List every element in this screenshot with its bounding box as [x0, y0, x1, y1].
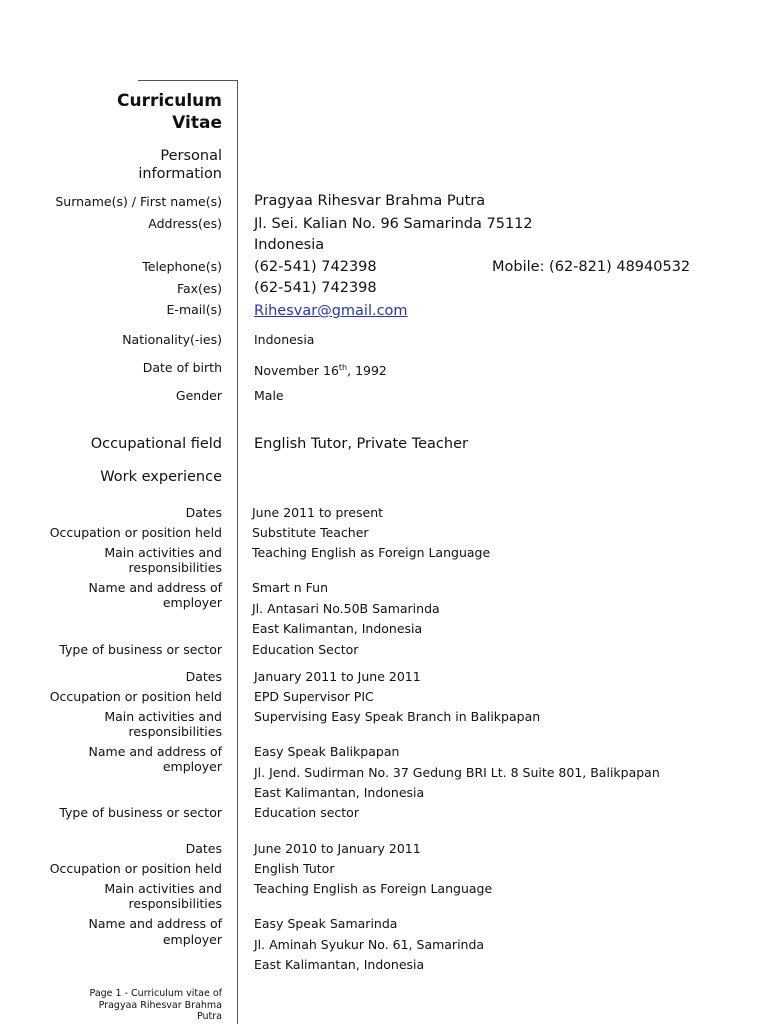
name-label: Surname(s) / First name(s) — [55, 194, 222, 209]
email-link-text[interactable]: Rihesvar@gmail.com — [254, 303, 408, 319]
job1-employer-name: Smart n Fun — [252, 580, 329, 595]
job2-dates: January 2011 to June 2011 — [254, 669, 421, 684]
job2-employer-name: Easy Speak Balikpapan — [254, 744, 400, 759]
occupational-field-value: English Tutor, Private Teacher — [254, 436, 468, 452]
job2-activities-label-line1: Main activities and — [104, 709, 222, 724]
dob-year: , 1992 — [347, 363, 387, 379]
job2-employer-label-line1: Name and address of — [88, 744, 222, 759]
footer-line1: Page 1 - Curriculum vitae of — [89, 988, 222, 999]
fax-label: Fax(es) — [176, 281, 222, 296]
job3-activities: Teaching English as Foreign Language — [254, 881, 493, 896]
job2-activities-label-line2: responsibilities — [128, 724, 222, 739]
dob-value — [254, 360, 387, 378]
telephone-value: (62-541) 742398 — [254, 259, 377, 275]
email-label: E-mail(s) — [166, 302, 222, 317]
occupational-field-label: Occupational field — [90, 436, 222, 452]
job2-dates-label: Dates — [185, 669, 222, 684]
dob-month-day: November 16 — [254, 363, 339, 379]
job1-dates: June 2011 to present — [252, 505, 384, 520]
cv-title-line2: Vitae — [172, 113, 222, 133]
dob-label: Date of birth — [142, 360, 222, 375]
job2-sector: Education sector — [254, 805, 359, 820]
full-name: Pragyaa Rihesvar Brahma Putra — [254, 193, 486, 209]
dob-suffix: th — [338, 363, 348, 372]
job3-employer-label-line2: employer — [162, 932, 222, 947]
job1-activities-label-line2: responsibilities — [128, 560, 222, 575]
job3-dates-label: Dates — [185, 841, 222, 856]
job3-employer-addr2: East Kalimantan, Indonesia — [254, 957, 425, 972]
telephone-label: Telephone(s) — [142, 259, 222, 274]
job3-employer-addr1: Jl. Aminah Syukur No. 61, Samarinda — [254, 937, 485, 952]
job1-sector-label: Type of business or sector — [59, 642, 222, 657]
job3-occupation-label: Occupation or position held — [49, 861, 222, 876]
footer-line2: Pragyaa Rihesvar Brahma — [98, 999, 222, 1011]
job1-employer-label-line2: employer — [162, 595, 222, 610]
gender-value: Male — [254, 388, 284, 403]
job2-employer-label-line2: employer — [162, 759, 222, 774]
job2-activities: Supervising Easy Speak Branch in Balikpapan — [254, 709, 541, 724]
footer-line3: Putra — [196, 1011, 222, 1022]
job2-employer-addr2: East Kalimantan, Indonesia — [254, 785, 425, 800]
job3-activities-label-line1: Main activities and — [104, 881, 222, 896]
personal-heading-line1: Personal — [160, 148, 222, 164]
job1-employer-label-line1: Name and address of — [88, 580, 222, 595]
job3-employer-name: Easy Speak Samarinda — [254, 916, 398, 931]
job2-occupation: EPD Supervisor PIC — [254, 689, 374, 704]
job1-activities-label-line1: Main activities and — [104, 545, 222, 560]
job3-employer-label-line1: Name and address of — [88, 916, 222, 931]
cv-title-line1: Curriculum — [117, 91, 222, 111]
job2-employer-addr1: Jl. Jend. Sudirman No. 37 Gedung BRI Lt. 8 Suite 801, Balikpapan — [254, 765, 660, 780]
work-experience-heading: Work experience — [100, 469, 222, 485]
job3-activities-label-line2: responsibilities — [128, 896, 222, 911]
job1-activities: Teaching English as Foreign Language — [252, 545, 491, 560]
page-footer — [52, 988, 222, 1023]
address-line2: Indonesia — [254, 237, 325, 253]
nationality-value: Indonesia — [254, 332, 315, 347]
personal-heading-line2: information — [138, 166, 222, 182]
nationality-label: Nationality(-ies) — [122, 332, 222, 347]
job3-occupation: English Tutor — [254, 861, 335, 876]
job1-employer-addr2: East Kalimantan, Indonesia — [252, 621, 423, 636]
job1-occupation: Substitute Teacher — [252, 525, 369, 540]
job2-occupation-label: Occupation or position held — [49, 689, 222, 704]
job2-sector-label: Type of business or sector — [59, 805, 222, 820]
top-rule — [138, 80, 238, 81]
job1-sector: Education Sector — [252, 642, 359, 657]
job1-employer-addr1: Jl. Antasari No.50B Samarinda — [252, 601, 440, 616]
mobile-value: Mobile: (62-821) 48940532 — [492, 259, 691, 275]
fax-value: (62-541) 742398 — [254, 280, 377, 296]
gender-label: Gender — [175, 388, 222, 403]
job1-occupation-label: Occupation or position held — [49, 525, 222, 540]
address-label: Address(es) — [148, 216, 222, 231]
email-link[interactable] — [254, 302, 408, 320]
job1-dates-label: Dates — [185, 505, 222, 520]
column-divider — [237, 80, 238, 1024]
address-line1: Jl. Sei. Kalian No. 96 Samarinda 75112 — [254, 216, 533, 232]
job3-dates: June 2010 to January 2011 — [254, 841, 421, 856]
